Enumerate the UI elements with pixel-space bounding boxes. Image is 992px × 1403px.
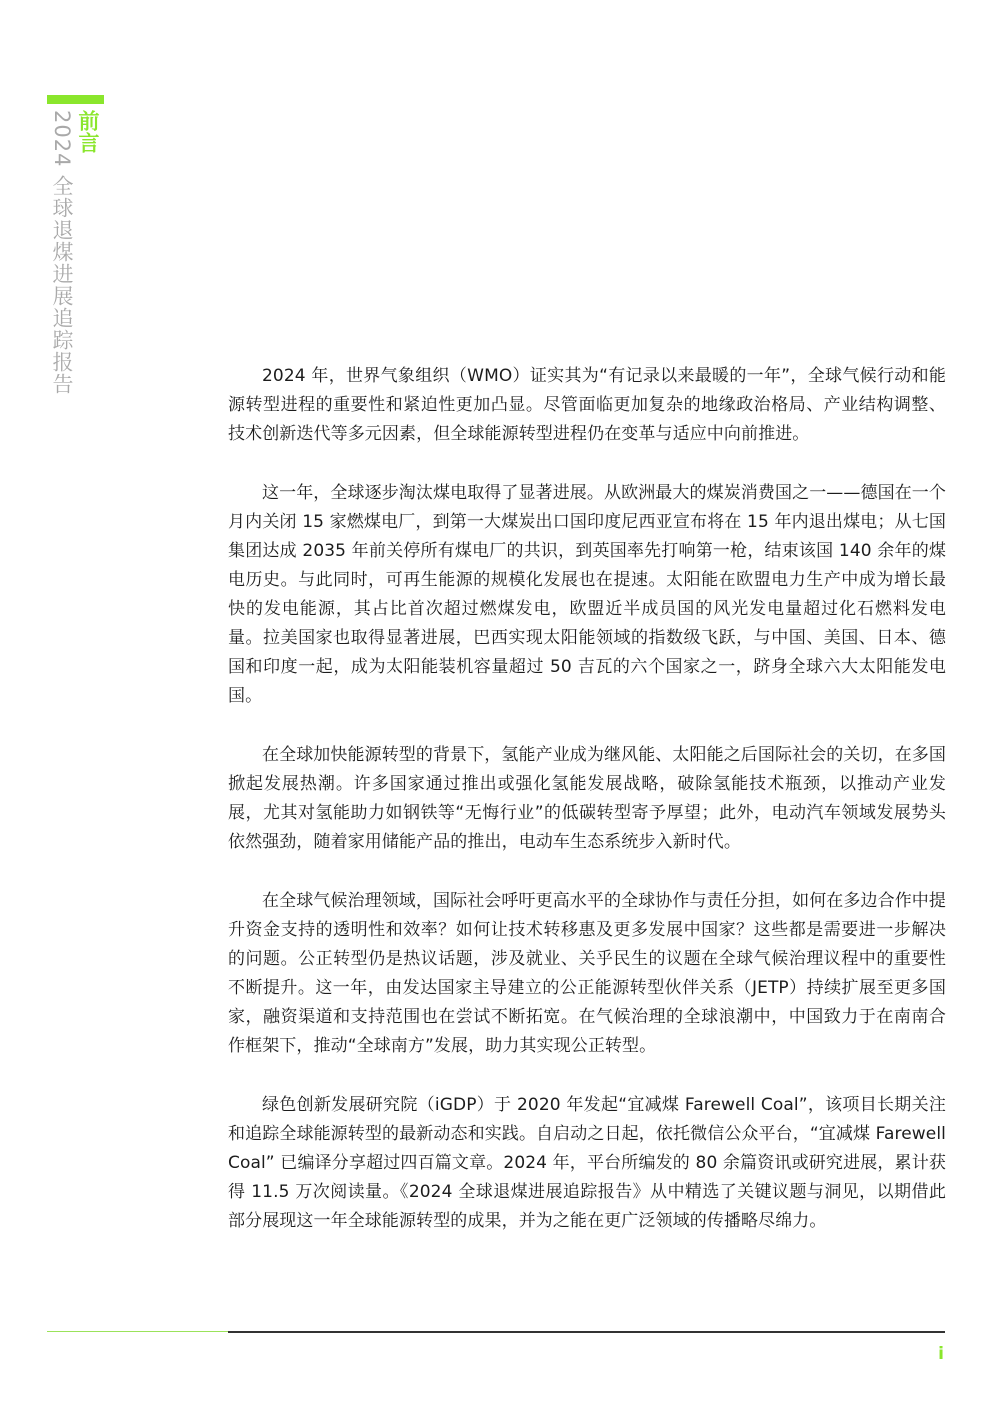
footer-divider <box>228 1331 945 1333</box>
section-title: 前言 <box>76 110 100 154</box>
page-number: i <box>938 1344 944 1364</box>
paragraph: 在全球加快能源转型的背景下，氢能产业成为继风能、太阳能之后国际社会的关切，在多国掀起发展热潮。许多国家通过推出或强化氢能发展战略，破除氢能技术瓶颈，以推动产业发展，尤其对氢能助力如钢铁等“无悔行业”的低碳转型寄予厚望；此外，电动汽车领域发展势头依然强劲，随着家用储能产品的推出，电动车生态系统步入新时代。 <box>228 745 946 852</box>
header-accent-bar <box>47 95 104 104</box>
report-title: 2024 全球退煤进展追踪报告 <box>50 110 74 396</box>
paragraph: 在全球气候治理领域，国际社会呼吁更高水平的全球协作与责任分担，如何在多边合作中提升资金支持的透明性和效率？如何让技术转移惠及更多发展中国家？这些都是需要进一步解决的问题。公正转型仍是热议话题，涉及就业、关乎民生的议题在全球气候治理议程中的重要性不断提升。这一年，由发达国家主导建立的公正能源转型伙伴关系（JETP）持续扩展至更多国家，融资渠道和支持范围也在尝试不断拓宽。在气候治理的全球浪潮中，中国致力于在南南合作框架下，推动“全球南方”发展，助力其实现公正转型。 <box>228 891 946 1056</box>
preface-body <box>228 362 946 1266</box>
paragraph: 绿色创新发展研究院（iGDP）于 2020 年发起“宜减煤 Farewell Coal”，该项目长期关注和追踪全球能源转型的最新动态和实践。自启动之日起，依托微信公众平台，“宜减煤 Farewell Coal” 已编译分享超过四百篇文章。2024 年，平台所编发的 80 余篇资讯或研究进展，累计获得 11.5 万次阅读量。《2024 全球退煤进展追踪报告》从中精选了关键议题与洞见，以期借此部分展现这一年全球能源转型的成果，并为之能在更广泛领域的传播略尽绵力。 <box>228 1095 946 1231</box>
footer-divider-accent <box>47 1331 228 1332</box>
paragraph: 这一年，全球逐步淘汰煤电取得了显著进展。从欧洲最大的煤炭消费国之一——德国在一个月内关闭 15 家燃煤电厂，到第一大煤炭出口国印度尼西亚宣布将在 15 年内退出煤电；从七国集团达成 2035 年前关停所有煤电厂的共识，到英国率先打响第一枪，结束该国 140 余年的煤电历史。与此同时，可再生能源的规模化发展也在提速。太阳能在欧盟电力生产中成为增长最快的发电能源，其占比首次超过燃煤发电，欧盟近半成员国的风光发电量超过化石燃料发电量。拉美国家也取得显著进展，巴西实现太阳能领域的指数级飞跃，与中国、美国、日本、德国和印度一起，成为太阳能装机容量超过 50 吉瓦的六个国家之一，跻身全球六大太阳能发电国。 <box>228 483 946 706</box>
side-title <box>50 110 100 395</box>
paragraph: 2024 年，世界气象组织（WMO）证实其为“有记录以来最暖的一年”，全球气候行动和能源转型进程的重要性和紧迫性更加凸显。尽管面临更加复杂的地缘政治格局、产业结构调整、技术创新迭代等多元因素，但全球能源转型进程仍在变革与适应中向前推进。 <box>228 366 946 444</box>
